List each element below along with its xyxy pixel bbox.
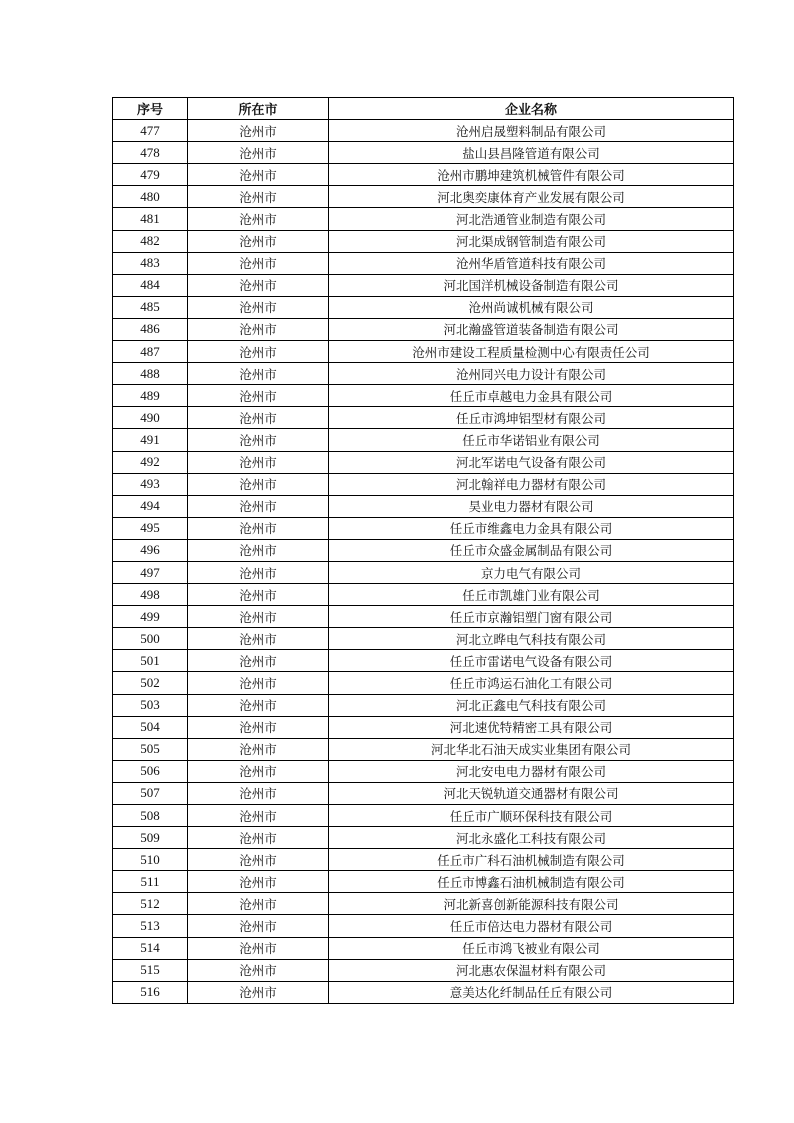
- row-index: 486: [113, 318, 188, 340]
- row-index: 481: [113, 208, 188, 230]
- row-city: 沧州市: [188, 539, 329, 561]
- row-city: 沧州市: [188, 451, 329, 473]
- row-city: 沧州市: [188, 186, 329, 208]
- row-city: 沧州市: [188, 871, 329, 893]
- row-company-name: 河北惠农保温材料有限公司: [329, 959, 734, 981]
- row-company-name: 任丘市鸿运石油化工有限公司: [329, 672, 734, 694]
- row-index: 505: [113, 738, 188, 760]
- row-company-name: 河北立晔电气科技有限公司: [329, 628, 734, 650]
- table-row: [113, 274, 734, 296]
- row-company-name: 任丘市广顺环保科技有限公司: [329, 805, 734, 827]
- table-row: [113, 495, 734, 517]
- table-row: [113, 208, 734, 230]
- row-city: 沧州市: [188, 407, 329, 429]
- table-row: [113, 849, 734, 871]
- row-company-name: 任丘市众盛金属制品有限公司: [329, 539, 734, 561]
- row-company-name: 沧州华盾管道科技有限公司: [329, 252, 734, 274]
- row-company-name: 河北永盛化工科技有限公司: [329, 827, 734, 849]
- table-row: [113, 915, 734, 937]
- row-company-name: 河北华北石油天成实业集团有限公司: [329, 738, 734, 760]
- row-city: 沧州市: [188, 341, 329, 363]
- header-city: 所在市: [188, 98, 329, 120]
- table-row: [113, 296, 734, 318]
- row-index: 503: [113, 694, 188, 716]
- table-row: [113, 230, 734, 252]
- row-city: 沧州市: [188, 738, 329, 760]
- row-city: 沧州市: [188, 296, 329, 318]
- table-row: [113, 318, 734, 340]
- row-index: 504: [113, 716, 188, 738]
- row-index: 482: [113, 230, 188, 252]
- row-index: 478: [113, 142, 188, 164]
- row-company-name: 任丘市广科石油机械制造有限公司: [329, 849, 734, 871]
- row-city: 沧州市: [188, 429, 329, 451]
- row-index: 480: [113, 186, 188, 208]
- row-index: 516: [113, 981, 188, 1003]
- row-company-name: 河北速优特精密工具有限公司: [329, 716, 734, 738]
- row-city: 沧州市: [188, 230, 329, 252]
- table-row: [113, 959, 734, 981]
- row-index: 496: [113, 539, 188, 561]
- row-city: 沧州市: [188, 120, 329, 142]
- row-city: 沧州市: [188, 672, 329, 694]
- row-index: 489: [113, 385, 188, 407]
- row-company-name: 河北国洋机械设备制造有限公司: [329, 274, 734, 296]
- row-city: 沧州市: [188, 385, 329, 407]
- row-index: 510: [113, 849, 188, 871]
- table-row: [113, 827, 734, 849]
- row-city: 沧州市: [188, 517, 329, 539]
- row-company-name: 河北奥奕康体育产业发展有限公司: [329, 186, 734, 208]
- row-city: 沧州市: [188, 959, 329, 981]
- table-row: [113, 407, 734, 429]
- row-company-name: 河北天锐轨道交通器材有限公司: [329, 782, 734, 804]
- table-row: [113, 517, 734, 539]
- row-city: 沧州市: [188, 363, 329, 385]
- table-row: [113, 650, 734, 672]
- header-row: [113, 98, 734, 120]
- row-company-name: 昊业电力器材有限公司: [329, 495, 734, 517]
- row-index: 509: [113, 827, 188, 849]
- row-city: 沧州市: [188, 937, 329, 959]
- row-city: 沧州市: [188, 584, 329, 606]
- row-company-name: 任丘市卓越电力金具有限公司: [329, 385, 734, 407]
- row-index: 494: [113, 495, 188, 517]
- row-city: 沧州市: [188, 805, 329, 827]
- row-index: 506: [113, 760, 188, 782]
- row-index: 484: [113, 274, 188, 296]
- row-company-name: 沧州市建设工程质量检测中心有限责任公司: [329, 341, 734, 363]
- row-index: 487: [113, 341, 188, 363]
- row-index: 507: [113, 782, 188, 804]
- row-city: 沧州市: [188, 142, 329, 164]
- row-city: 沧州市: [188, 274, 329, 296]
- table-row: [113, 672, 734, 694]
- table-row: [113, 694, 734, 716]
- row-index: 493: [113, 473, 188, 495]
- row-company-name: 河北瀚盛管道装备制造有限公司: [329, 318, 734, 340]
- row-company-name: 任丘市京瀚铝塑门窗有限公司: [329, 606, 734, 628]
- row-company-name: 京力电气有限公司: [329, 561, 734, 583]
- table-row: [113, 561, 734, 583]
- row-city: 沧州市: [188, 561, 329, 583]
- table-row: [113, 628, 734, 650]
- row-index: 495: [113, 517, 188, 539]
- row-company-name: 沧州启晟塑料制品有限公司: [329, 120, 734, 142]
- row-company-name: 任丘市博鑫石油机械制造有限公司: [329, 871, 734, 893]
- row-index: 513: [113, 915, 188, 937]
- table-row: [113, 341, 734, 363]
- table-row: [113, 142, 734, 164]
- row-company-name: 任丘市凯雄门业有限公司: [329, 584, 734, 606]
- row-company-name: 河北翰祥电力器材有限公司: [329, 473, 734, 495]
- row-city: 沧州市: [188, 849, 329, 871]
- row-city: 沧州市: [188, 915, 329, 937]
- table-row: [113, 584, 734, 606]
- row-index: 490: [113, 407, 188, 429]
- table-row: [113, 805, 734, 827]
- table-row: [113, 473, 734, 495]
- table-row: [113, 738, 734, 760]
- row-company-name: 河北新喜创新能源科技有限公司: [329, 893, 734, 915]
- row-city: 沧州市: [188, 208, 329, 230]
- row-index: 498: [113, 584, 188, 606]
- table-row: [113, 871, 734, 893]
- row-index: 483: [113, 252, 188, 274]
- row-city: 沧州市: [188, 318, 329, 340]
- row-index: 514: [113, 937, 188, 959]
- table-row: [113, 385, 734, 407]
- row-company-name: 沧州尚诚机械有限公司: [329, 296, 734, 318]
- row-company-name: 意美达化纤制品任丘有限公司: [329, 981, 734, 1003]
- row-index: 515: [113, 959, 188, 981]
- row-index: 477: [113, 120, 188, 142]
- header-index: 序号: [113, 98, 188, 120]
- row-company-name: 任丘市维鑫电力金具有限公司: [329, 517, 734, 539]
- row-city: 沧州市: [188, 650, 329, 672]
- row-city: 沧州市: [188, 981, 329, 1003]
- row-city: 沧州市: [188, 473, 329, 495]
- header-company-name: 企业名称: [329, 98, 734, 120]
- row-city: 沧州市: [188, 893, 329, 915]
- row-city: 沧州市: [188, 606, 329, 628]
- row-company-name: 河北浩通管业制造有限公司: [329, 208, 734, 230]
- table-row: [113, 363, 734, 385]
- row-index: 479: [113, 164, 188, 186]
- row-city: 沧州市: [188, 760, 329, 782]
- row-city: 沧州市: [188, 694, 329, 716]
- table-row: [113, 981, 734, 1003]
- row-index: 508: [113, 805, 188, 827]
- row-index: 491: [113, 429, 188, 451]
- row-city: 沧州市: [188, 252, 329, 274]
- table-row: [113, 782, 734, 804]
- table-row: [113, 186, 734, 208]
- table-row: [113, 716, 734, 738]
- table-row: [113, 120, 734, 142]
- row-index: 500: [113, 628, 188, 650]
- table-row: [113, 606, 734, 628]
- row-index: 512: [113, 893, 188, 915]
- row-company-name: 河北军诺电气设备有限公司: [329, 451, 734, 473]
- row-index: 497: [113, 561, 188, 583]
- table-row: [113, 429, 734, 451]
- row-index: 502: [113, 672, 188, 694]
- row-city: 沧州市: [188, 164, 329, 186]
- row-index: 485: [113, 296, 188, 318]
- row-company-name: 沧州市鹏坤建筑机械管件有限公司: [329, 164, 734, 186]
- row-index: 511: [113, 871, 188, 893]
- row-company-name: 河北渠成钢管制造有限公司: [329, 230, 734, 252]
- table-row: [113, 760, 734, 782]
- row-city: 沧州市: [188, 628, 329, 650]
- table-row: [113, 164, 734, 186]
- table-row: [113, 937, 734, 959]
- table-row: [113, 893, 734, 915]
- row-city: 沧州市: [188, 495, 329, 517]
- row-company-name: 任丘市倍达电力器材有限公司: [329, 915, 734, 937]
- row-company-name: 盐山县昌隆管道有限公司: [329, 142, 734, 164]
- table-body: [113, 120, 734, 1004]
- enterprise-table-container: [112, 97, 733, 1004]
- row-city: 沧州市: [188, 827, 329, 849]
- enterprise-table: [112, 97, 734, 1004]
- row-company-name: 任丘市鸿坤铝型材有限公司: [329, 407, 734, 429]
- row-index: 499: [113, 606, 188, 628]
- table-row: [113, 252, 734, 274]
- row-index: 501: [113, 650, 188, 672]
- row-city: 沧州市: [188, 782, 329, 804]
- row-company-name: 任丘市鸿飞被业有限公司: [329, 937, 734, 959]
- row-company-name: 沧州同兴电力设计有限公司: [329, 363, 734, 385]
- row-city: 沧州市: [188, 716, 329, 738]
- table-row: [113, 451, 734, 473]
- row-company-name: 河北安电电力器材有限公司: [329, 760, 734, 782]
- row-company-name: 任丘市华诺铝业有限公司: [329, 429, 734, 451]
- row-company-name: 河北正鑫电气科技有限公司: [329, 694, 734, 716]
- table-row: [113, 539, 734, 561]
- row-company-name: 任丘市雷诺电气设备有限公司: [329, 650, 734, 672]
- row-index: 488: [113, 363, 188, 385]
- row-index: 492: [113, 451, 188, 473]
